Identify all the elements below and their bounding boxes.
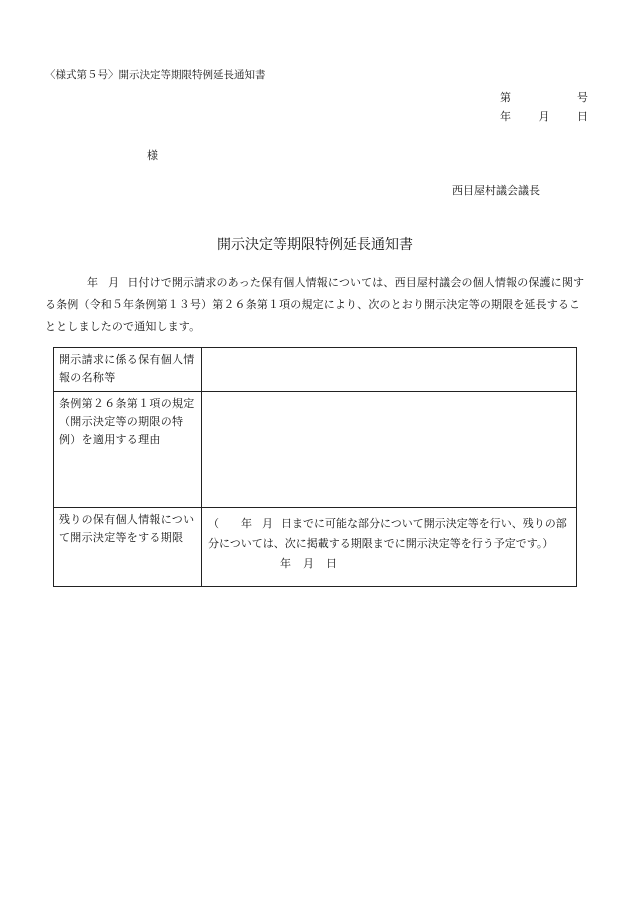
- deadline-month: 月: [303, 557, 314, 570]
- deadline-partial-month: 月: [262, 517, 273, 530]
- body-month: 月: [108, 276, 120, 289]
- table-row: [54, 348, 577, 392]
- body-year: 年: [87, 276, 99, 289]
- form-number-label: 〈様式第５号〉開示決定等期限特例延長通知書: [45, 69, 266, 81]
- body-paragraph: [45, 272, 587, 338]
- row-value-reason: [202, 392, 577, 508]
- table-row: [54, 392, 577, 508]
- info-table: [53, 347, 577, 587]
- document-title: 開示決定等期限特例延長通知書: [217, 237, 413, 253]
- number-prefix: 第: [500, 91, 511, 104]
- row-value-deadline: [202, 508, 577, 587]
- document-date-line: [500, 108, 588, 124]
- deadline-explanation: 日までに可能な部分について開示決定等を行い、残りの部分については、次に掲載する期限までに開示決定等を行う予定です。）: [208, 517, 567, 550]
- table-row: [54, 508, 577, 587]
- deadline-day: 日: [326, 557, 337, 570]
- deadline-open-paren: （: [208, 517, 219, 530]
- number-suffix: 号: [577, 91, 588, 104]
- document-number-line: [500, 89, 588, 105]
- row-label-deadline: 残りの保有個人情報について開示決定等をする期限: [54, 508, 202, 587]
- row-label-reason: 条例第２６条第１項の規定（開示決定等の期限の特例）を適用する理由: [54, 392, 202, 508]
- row-label-info-name: 開示請求に係る保有個人情報の名称等: [54, 348, 202, 392]
- deadline-partial-year: 年: [241, 517, 252, 530]
- date-year: 年: [500, 110, 511, 123]
- sender-name: 西目屋村議会議長: [452, 184, 540, 197]
- deadline-year: 年: [280, 557, 291, 570]
- body-text: 日付けで開示請求のあった保有個人情報については、西目屋村議会の個人情報の保護に関する条例（令和５年条例第１３号）第２６条第１項の規定により、次のとおり開示決定等の期限を延長することとしましたので通知します。: [45, 276, 585, 333]
- deadline-date: [208, 554, 570, 574]
- date-month: 月: [538, 110, 550, 123]
- addressee: 様: [147, 149, 158, 162]
- row-value-info-name: [202, 348, 577, 392]
- date-day: 日: [577, 110, 588, 123]
